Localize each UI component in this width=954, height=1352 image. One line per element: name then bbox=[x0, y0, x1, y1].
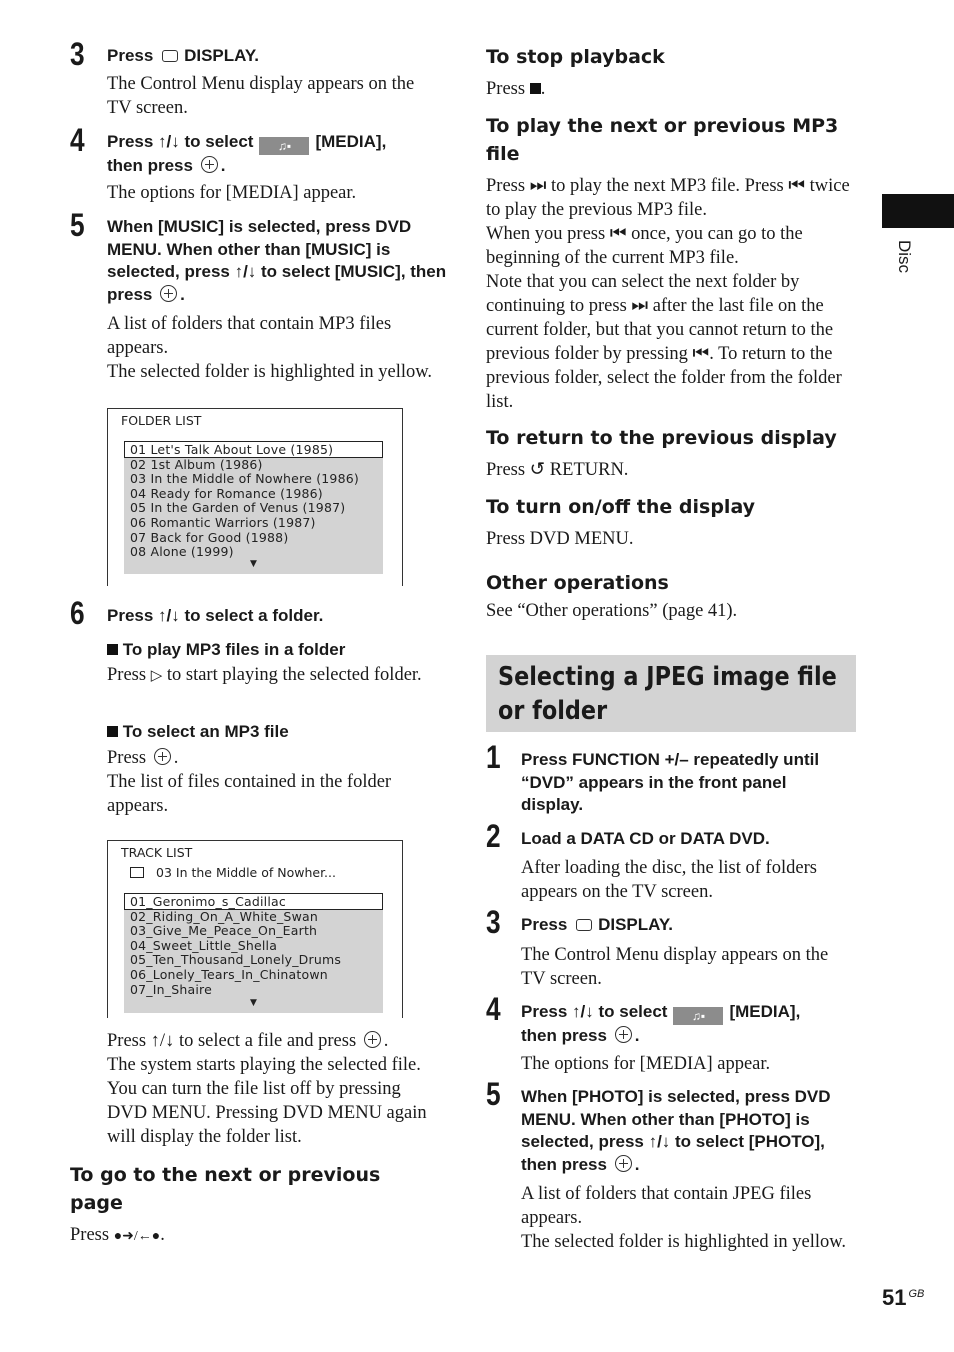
list-row: 01 Let's Talk About Love (1985) bbox=[130, 442, 334, 457]
step-heading bbox=[521, 914, 673, 937]
scroll-down-icon: ▼ bbox=[250, 559, 257, 569]
body-line: Press bbox=[107, 748, 147, 768]
step-heading: When [MUSIC] is selected, press DVD MENU. When other than [MUSIC] is selected, press ↑/↓ to select [MUSIC], then press . bbox=[107, 217, 447, 304]
body-text: Press ●➜/←●. bbox=[70, 1225, 165, 1245]
body-text bbox=[107, 663, 427, 688]
section-heading: Other operations bbox=[486, 572, 669, 594]
body-line: Note that you can select the next folder by continuing to press bbox=[486, 272, 800, 316]
play-icon: ▷ bbox=[150, 668, 163, 684]
display-button-icon bbox=[576, 919, 592, 931]
folder-list bbox=[124, 441, 383, 574]
body-text: Press ↑/↓ to select a file and press . The system starts playing the selected file. You can turn the file list off by pressing DVD MENU. Pressing DVD MENU again will display the folder list. bbox=[107, 1029, 442, 1149]
step-number: 6 bbox=[70, 595, 85, 631]
enter-button-icon bbox=[160, 285, 177, 302]
chapter-tab-label: Disc bbox=[895, 240, 914, 274]
step-heading-text: Press bbox=[107, 46, 154, 65]
list-row: 02_Riding_On_A_White_Swan bbox=[130, 908, 318, 924]
page-number-value: 51 bbox=[882, 1285, 907, 1310]
scroll-down-icon: ▼ bbox=[250, 998, 257, 1008]
step-body: After loading the disc, the list of folders appears on the TV screen. bbox=[521, 858, 817, 902]
step-number: 2 bbox=[486, 818, 501, 854]
stop-icon bbox=[530, 83, 541, 94]
previous-icon: ⏮ bbox=[609, 224, 627, 244]
folder-rows bbox=[124, 441, 383, 560]
step-heading-text: Press bbox=[521, 915, 568, 934]
body-line: Press bbox=[107, 665, 147, 685]
track-rows bbox=[124, 893, 383, 997]
step-heading-text: then press bbox=[521, 1026, 607, 1045]
section-heading: To turn on/off the display bbox=[486, 496, 756, 518]
current-folder-label: 03 In the Middle of Nowher... bbox=[156, 865, 336, 880]
body-text bbox=[486, 174, 856, 414]
step-body bbox=[107, 312, 447, 384]
enter-button-icon bbox=[364, 1031, 381, 1048]
list-row: 01_Geronimo_s_Cadillac bbox=[130, 894, 286, 909]
section-heading: To play the next or previous MP3 file bbox=[486, 115, 839, 165]
body-line: The selected folder is highlighted in yellow. bbox=[521, 1232, 847, 1252]
list-row: 03_Give_Me_Peace_On_Earth bbox=[130, 923, 318, 939]
step-body: The Control Menu display appears on the TV screen. bbox=[521, 945, 829, 989]
body-line: to play the next MP3 file. Press bbox=[550, 176, 784, 196]
page-arrow-icon: ●➜/←● bbox=[113, 1229, 161, 1244]
track-list bbox=[124, 893, 383, 1013]
list-row: 04 Ready for Romance (1986) bbox=[130, 485, 323, 501]
media-music-icon: ♫▪ bbox=[259, 137, 309, 155]
display-button-icon bbox=[162, 50, 178, 62]
section-heading: To go to the next or previous page bbox=[70, 1164, 381, 1214]
body-line: The system starts playing the selected file. You can turn the file list off by pressing DVD MENU. Pressing DVD MENU again will display the folder list. bbox=[107, 1055, 427, 1147]
previous-icon: ⏮ bbox=[788, 176, 806, 196]
folder-list-screen bbox=[107, 408, 403, 586]
next-icon: ⏭ bbox=[529, 176, 547, 196]
step-number: 5 bbox=[70, 207, 85, 243]
step-number: 4 bbox=[70, 122, 85, 158]
step-body bbox=[521, 1182, 861, 1254]
section-heading: To stop playback bbox=[486, 46, 665, 68]
list-row: 04_Sweet_Little_Shella bbox=[130, 937, 278, 953]
list-row: 07 Back for Good (1988) bbox=[130, 529, 289, 545]
body-line: The list of files contained in the folder appears. bbox=[107, 772, 392, 816]
chapter-tab-marker bbox=[882, 194, 954, 228]
enter-button-icon bbox=[201, 156, 218, 173]
list-row: 05_Ten_Thousand_Lonely_Drums bbox=[130, 952, 342, 968]
body-line: Press bbox=[70, 1225, 110, 1245]
step-heading-text: When [PHOTO] is selected, press DVD MENU. When other than [PHOTO] is selected, press ↑/↓ to select [PHOTO], then press bbox=[521, 1087, 831, 1174]
step-heading: Press ↑/↓ to select ♫▪ [MEDIA], then press . bbox=[107, 132, 387, 175]
page-number bbox=[882, 1285, 924, 1311]
step-heading-text: DISPLAY. bbox=[598, 915, 674, 934]
step-number: 1 bbox=[486, 739, 501, 775]
list-row: 06 Romantic Warriors (1987) bbox=[130, 514, 316, 530]
track-list-screen bbox=[107, 840, 403, 1018]
sub-heading-text: To select an MP3 file bbox=[122, 722, 289, 741]
current-folder bbox=[130, 865, 336, 880]
body-line: A list of folders that contain JPEG files appears. bbox=[521, 1184, 812, 1228]
step-heading: Press ↑/↓ to select a folder. bbox=[107, 606, 324, 625]
body-text: Press ↺ RETURN. bbox=[486, 460, 629, 480]
body-text: Press DVD MENU. bbox=[486, 529, 634, 549]
step-number: 5 bbox=[486, 1076, 501, 1112]
body-line: to start playing the selected folder. bbox=[166, 665, 422, 685]
step-heading-text: Press ↑/↓ to select bbox=[107, 132, 254, 151]
list-row: 02 1st Album (1986) bbox=[130, 456, 263, 472]
step-heading-text: DISPLAY. bbox=[184, 46, 260, 65]
section-heading: To return to the previous display bbox=[486, 427, 837, 449]
list-row: 05 In the Garden of Venus (1987) bbox=[130, 500, 346, 516]
step-heading bbox=[107, 45, 259, 68]
screen-title: TRACK LIST bbox=[121, 845, 193, 860]
body-line: once, you can go to the beginning of the current MP3 file. bbox=[486, 224, 803, 268]
body-line: Press ↑/↓ to select a file and press bbox=[107, 1031, 357, 1051]
step-heading-text: Press ↑/↓ to select bbox=[521, 1002, 668, 1021]
body-line: . To return to the previous folder, select the folder from the folder list. bbox=[486, 344, 842, 412]
body-text: Press . bbox=[486, 79, 546, 99]
body-line: Press bbox=[486, 176, 526, 196]
sub-heading-text: To play MP3 files in a folder bbox=[122, 640, 346, 659]
step-heading-text: [MEDIA], bbox=[729, 1002, 801, 1021]
enter-button-icon bbox=[154, 748, 171, 765]
body-text: See “Other operations” (page 41). bbox=[486, 601, 738, 621]
step-heading: Load a DATA CD or DATA DVD. bbox=[521, 829, 770, 848]
section-title: Selecting a JPEG image file or folder bbox=[498, 662, 837, 726]
sub-heading bbox=[107, 721, 289, 744]
step-heading: When [PHOTO] is selected, press DVD MENU. When other than [PHOTO] is selected, press ↑/↓ to select [PHOTO], then press . bbox=[521, 1087, 831, 1174]
body-line: Press bbox=[486, 79, 526, 99]
body-text: Press . The list of files contained in the folder appears. bbox=[107, 746, 427, 818]
sub-heading bbox=[107, 639, 345, 662]
step-body: The options for [MEDIA] appear. bbox=[521, 1054, 771, 1074]
step-number: 3 bbox=[486, 904, 501, 940]
list-row: 03 In the Middle of Nowhere (1986) bbox=[130, 471, 359, 487]
step-heading-text: [MEDIA], bbox=[315, 132, 387, 151]
folder-icon bbox=[130, 867, 144, 878]
step-number: 3 bbox=[70, 36, 85, 72]
step-heading: Press FUNCTION +/– repeatedly until “DVD” appears in the front panel display. bbox=[521, 750, 820, 814]
enter-button-icon bbox=[615, 1026, 632, 1043]
step-body: The options for [MEDIA] appear. bbox=[107, 183, 357, 203]
step-heading: Press ↑/↓ to select ♫▪ [MEDIA], then press . bbox=[521, 1002, 801, 1045]
list-row: 07_In_Shaire bbox=[130, 981, 212, 997]
body-line: after the last file on the current folder, but that you cannot return to the previous folder by pressing bbox=[486, 296, 834, 364]
next-icon: ⏭ bbox=[631, 296, 649, 316]
step-heading-text: then press bbox=[107, 156, 193, 175]
bullet-square-icon bbox=[107, 644, 118, 655]
screen-title: FOLDER LIST bbox=[121, 413, 202, 428]
bullet-square-icon bbox=[107, 726, 118, 737]
media-music-icon: ♫▪ bbox=[673, 1007, 723, 1025]
body-line: The selected folder is highlighted in yellow. bbox=[107, 362, 433, 382]
page-number-suffix: GB bbox=[908, 1287, 925, 1300]
step-number: 4 bbox=[486, 991, 501, 1027]
body-line: When you press bbox=[486, 224, 606, 244]
list-row: 08 Alone (1999) bbox=[130, 544, 234, 560]
body-line: A list of folders that contain MP3 files appears. bbox=[107, 314, 392, 358]
enter-button-icon bbox=[615, 1155, 632, 1172]
previous-icon: ⏮ bbox=[692, 344, 710, 364]
step-body: The Control Menu display appears on the TV screen. bbox=[107, 74, 415, 118]
list-row: 06_Lonely_Tears_In_Chinatown bbox=[130, 966, 328, 982]
step-heading-text: When [MUSIC] is selected, press DVD MENU. When other than [MUSIC] is selected, press ↑/↓ to select [MUSIC], then press bbox=[107, 217, 447, 304]
body-line: twice to play the previous MP3 file. bbox=[486, 176, 850, 220]
